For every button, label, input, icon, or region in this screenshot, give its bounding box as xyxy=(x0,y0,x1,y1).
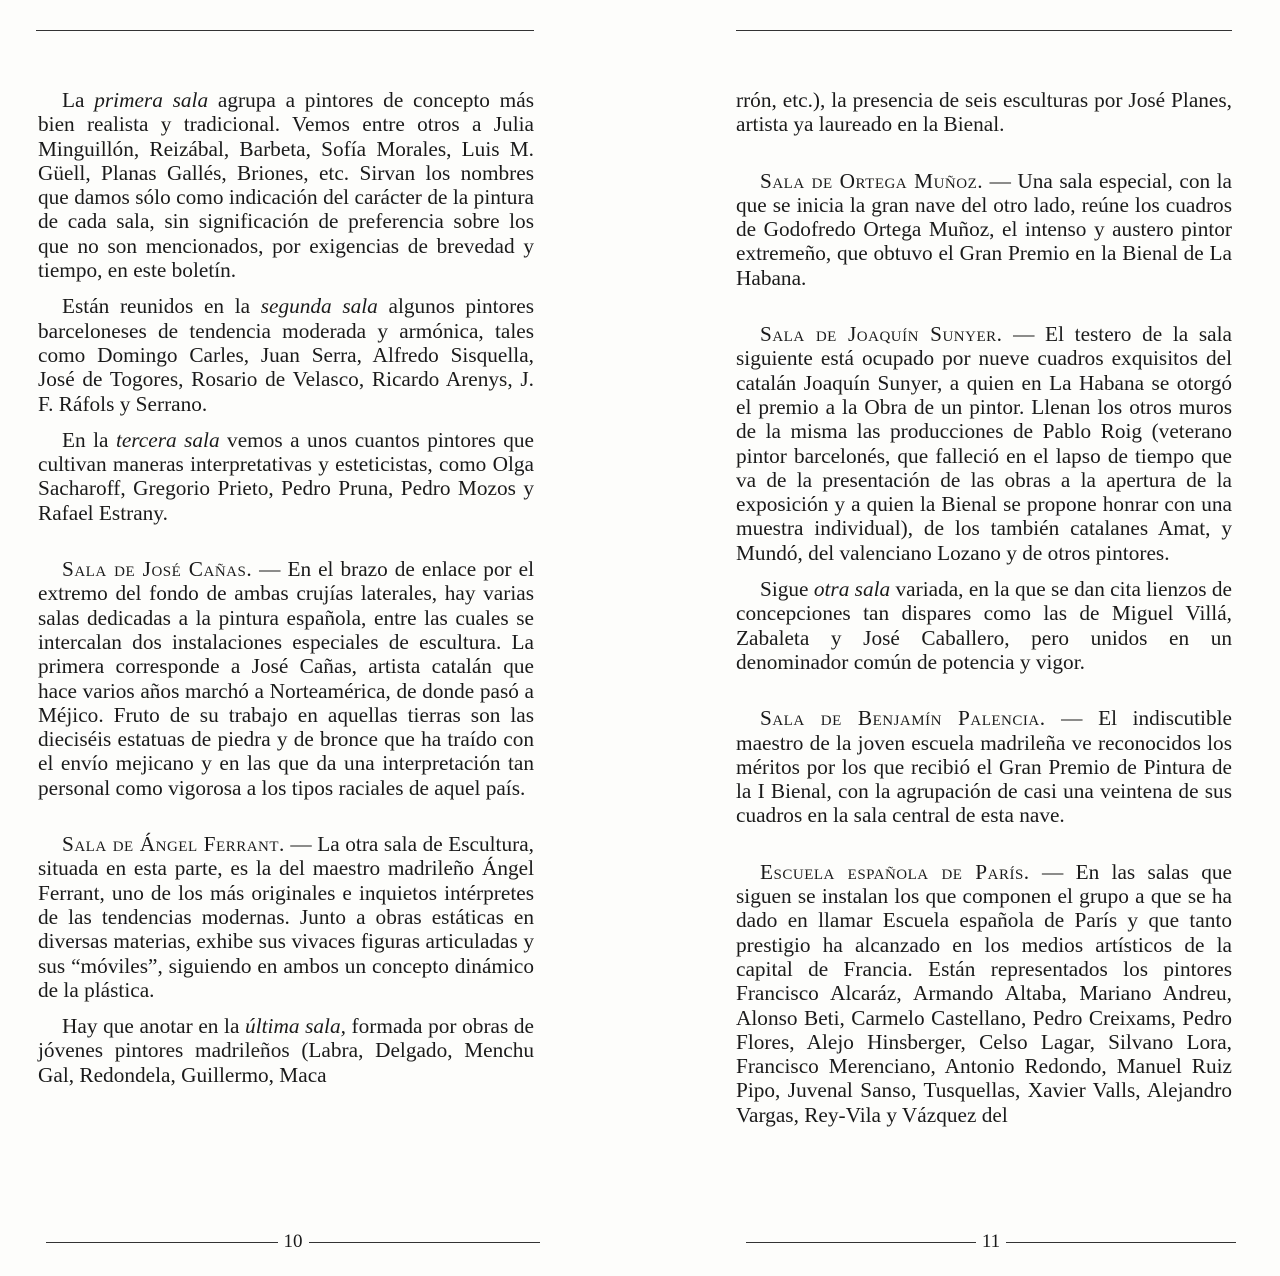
italic-phrase: primera sala xyxy=(94,88,209,112)
paragraph-text: Están reunidos en la xyxy=(62,294,261,319)
text-column xyxy=(38,88,534,1087)
folio-rule xyxy=(309,1242,541,1243)
section-heading: Sala de José Cañas. xyxy=(62,557,253,582)
paragraph xyxy=(38,1014,534,1087)
section-paragraph xyxy=(736,860,1232,1127)
page-number: 10 xyxy=(283,1231,303,1252)
italic-phrase: última sala, xyxy=(245,1014,346,1039)
top-rule xyxy=(36,30,534,31)
paragraph-text: rrón, etc.), la presencia de seis esculturas por José Planes, artista ya laureado en la Bienal. xyxy=(736,88,1232,137)
paragraph-text: — En el brazo de enlace por el extremo del fondo de ambas crujías laterales, hay varias salas dedicadas a la pintura española, entre las cuales se intercalan dos instalaciones especiales de escultura. La primera corresponde a José Cañas, artista catalán que hace varios años marchó a Norteamérica, de donde pasó a Méjico. Fruto de su trabajo en aquellas tierras son las dieciséis estatuas de piedra y de bronce que ha traído con el envío mejicano y en las que da una interpretación tan personal como vigorosa a los tipos raciales de aquel país. xyxy=(38,557,534,800)
paragraph-text: formada por obras de jóvenes pintores madrileños (Labra, Delgado, Menchu Gal, Redondela, Guillermo, Maca xyxy=(38,1014,535,1087)
page-number: 11 xyxy=(981,1231,1001,1252)
section-heading: Sala de Joaquín Sunyer. xyxy=(760,322,1003,347)
paragraph-text: — La otra sala de Escultura, situada en esta parte, es la del maestro madrileño Ángel Ferrant, uno de los más originales e inquietos intérpretes de las tendencias modernas. Junto a obras estáticas en diversas materias, exhibe sus vivaces figuras articuladas y sus “móviles”, siguiendo en ambos un concepto dinámico de la plástica. xyxy=(38,832,534,1002)
paragraph-text: En la xyxy=(62,427,116,452)
paragraph-text: La xyxy=(62,88,95,112)
section-heading: Sala de Ortega Muñoz. xyxy=(760,168,984,193)
folio-rule xyxy=(46,1242,278,1243)
paragraph-text: — El indiscutible maestro de la joven escuela madrileña ve reconocidos los méritos por los que recibió el Gran Premio de Pintura de la I Bienal, con la agrupación de casi una veintena de sus cuadros en la sala central de esta nave. xyxy=(736,706,1232,828)
paragraph xyxy=(736,88,1232,137)
paragraph xyxy=(38,294,534,415)
section-paragraph xyxy=(38,832,534,1002)
page-folio xyxy=(746,1230,1236,1254)
text-column xyxy=(736,88,1232,1127)
section-heading: Sala de Benjamín Palencia. xyxy=(760,706,1046,731)
section-paragraph xyxy=(736,322,1232,565)
section-paragraph xyxy=(736,706,1232,827)
paragraph-text: — En las salas que siguen se instalan los que componen el grupo a que se ha dado en llamar Escuela española de París y que tanto prestigio ha alcanzado en los medios artísticos de la capital de Francia. Están representados los pintores Francisco Alcaráz, Armando Altaba, Mariano Andreu, Alonso Beti, Carmelo Castellano, Pedro Creixams, Pedro Flores, Alejo Hinsberger, Celso Lagar, Silvano Lora, Francisco Merenciano, Antonio Redondo, Manuel Ruiz Pipo, Juvenal Sanso, Tusquellas, Xavier Valls, Alejandro Vargas, Rey-Vila y Vázquez del xyxy=(736,859,1232,1127)
top-rule xyxy=(736,30,1232,31)
right-page xyxy=(640,0,1280,1276)
paragraph-text: Sigue xyxy=(760,577,814,602)
italic-phrase: otra sala xyxy=(813,577,891,602)
paragraph-text: — El testero de la sala siguiente está ocupado por nueve cuadros exquisitos del catalán Joaquín Sunyer, a quien en La Habana se otorgó el premio a la Obra de un pintor. Llenan los otros muros de la misma las producciones de Pablo Roig (veterano pintor barcelonés, que falleció en el lapso de tiempo que va de la presentación de las obras a la apertura de la exposición y a quien la Bienal se propone honrar con una muestra individual), de los también catalanes Amat, y Mundó, del valenciano Lozano y de otros pintores. xyxy=(736,322,1232,565)
italic-phrase: segunda sala xyxy=(260,294,378,319)
section-heading: Escuela española de París. xyxy=(760,859,1030,884)
paragraph xyxy=(38,88,534,282)
paragraph-text: — Una sala especial, con la que se inicia la gran nave del otro lado, reúne los cuadros de Godofredo Ortega Muñoz, el intenso y austero pintor extremeño, que obtuvo el Gran Premio en la Bienal de La Habana. xyxy=(736,168,1232,290)
paragraph-text: variada, en la que se dan cita lienzos de concepciones tan dispares como las de Miguel Villá, Zabaleta y José Caballero, pero unidos en un denominador común de potencia y vigor. xyxy=(736,577,1233,674)
section-paragraph xyxy=(736,169,1232,290)
italic-phrase: tercera sala xyxy=(115,427,220,452)
paragraph-text: vemos a unos cuantos pintores que cultivan maneras interpretativas y esteticistas, como Olga Sacharoff, Gregorio Prieto, Pedro Pruna, Pedro Mozos y Rafael Estrany. xyxy=(38,427,534,525)
paragraph-text: algunos pintores barceloneses de tendencia moderada y armónica, tales como Domingo Carles, Juan Serra, Alfredo Sisquella, José de Togores, Rosario de Velasco, Ricardo Arenys, J. F. Ráfols y Serrano. xyxy=(38,294,534,416)
section-paragraph xyxy=(38,557,534,800)
paragraph xyxy=(736,577,1232,674)
paragraph xyxy=(38,428,534,525)
folio-rule xyxy=(746,1242,976,1243)
section-heading: Sala de Ángel Ferrant. xyxy=(62,832,285,857)
page-folio xyxy=(46,1230,540,1254)
paragraph-text: agrupa a pintores de concepto más bien realista y tradicional. Vemos entre otros a Julia Minguillón, Reizábal, Barbeta, Sofía Morales, Luis M. Güell, Planas Gallés, Briones, etc. Sirvan los nombres que damos sólo como indicación del carácter de la pintura de cada sala, sin significación de preferencia sobre los que no son mencionados, por exigencias de brevedad y tiempo, en este boletín. xyxy=(38,88,534,283)
paragraph-text: Hay que anotar en la xyxy=(62,1014,246,1039)
folio-rule xyxy=(1006,1242,1236,1243)
